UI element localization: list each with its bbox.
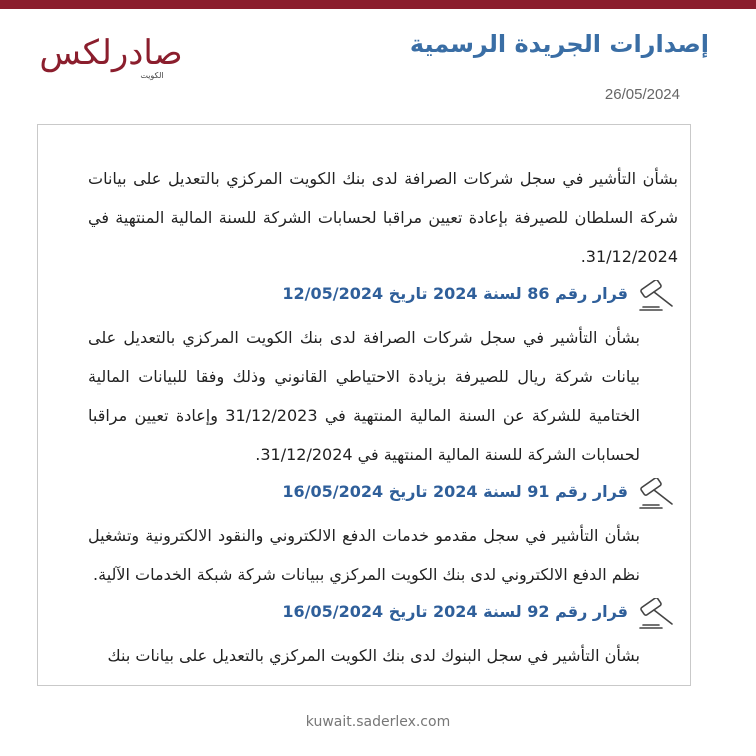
decision-title[interactable]: قرار رقم 91 لسنة 2024 تاريخ 16/05/2024 bbox=[282, 482, 628, 501]
content-scroll[interactable] bbox=[88, 159, 678, 675]
decision-title[interactable]: قرار رقم 86 لسنة 2024 تاريخ 12/05/2024 bbox=[282, 284, 628, 303]
intro-paragraph: بشأن التأشير في سجل شركات الصرافة لدى بنك الكويت المركزي بالتعديل على بيانات شركة السلطان للصيرفة بإعادة تعيين مراقبا لحسابات الشركة للسنة المالية المنتهية في 31/12/2024. bbox=[88, 169, 678, 266]
top-accent-bar bbox=[0, 0, 756, 9]
decision-body: بشأن التأشير في سجل مقدمو خدمات الدفع الالكتروني والنقود الالكترونية وتشغيل نظم الدفع الالكتروني لدى بنك الكويت المركزي ببيانات شركة شبكة الخدمات الآلية. bbox=[88, 526, 640, 584]
decision-header bbox=[88, 478, 678, 516]
publication-date: 26/05/2024 bbox=[604, 86, 680, 103]
decision-header bbox=[88, 280, 678, 318]
logo-wordmark: صادرلكس bbox=[39, 33, 183, 73]
decision-item bbox=[88, 478, 678, 594]
gavel-icon bbox=[638, 598, 678, 632]
decision-body: بشأن التأشير في سجل شركات الصرافة لدى بنك الكويت المركزي بالتعديل على بيانات شركة ريال للصيرفة بزيادة الاحتياطي القانوني وذلك وفقا للبيانات المالية الختامية للشركة عن السنة المالية المنتهية في 31/12/2023 وإعادة تعيين مراقبا لحسابات الشركة للسنة المالية المنتهية في 31/12/2024. bbox=[88, 328, 641, 464]
decision-item bbox=[88, 280, 678, 474]
page-title: إصدارات الجريدة الرسمية bbox=[409, 30, 709, 58]
decision-header bbox=[88, 598, 678, 636]
gavel-icon bbox=[638, 280, 678, 314]
decision-body: بشأن التأشير في سجل البنوك لدى بنك الكويت المركزي بالتعديل على بيانات بنك bbox=[107, 646, 640, 665]
footer-url[interactable]: kuwait.saderlex.com bbox=[305, 714, 451, 730]
content-box bbox=[37, 124, 691, 686]
decision-title[interactable]: قرار رقم 92 لسنة 2024 تاريخ 16/05/2024 bbox=[282, 602, 628, 621]
decision-item bbox=[88, 598, 678, 675]
saderlex-logo[interactable] bbox=[36, 30, 188, 86]
logo-subtitle: الكويت bbox=[140, 71, 164, 80]
gavel-icon bbox=[638, 478, 678, 512]
